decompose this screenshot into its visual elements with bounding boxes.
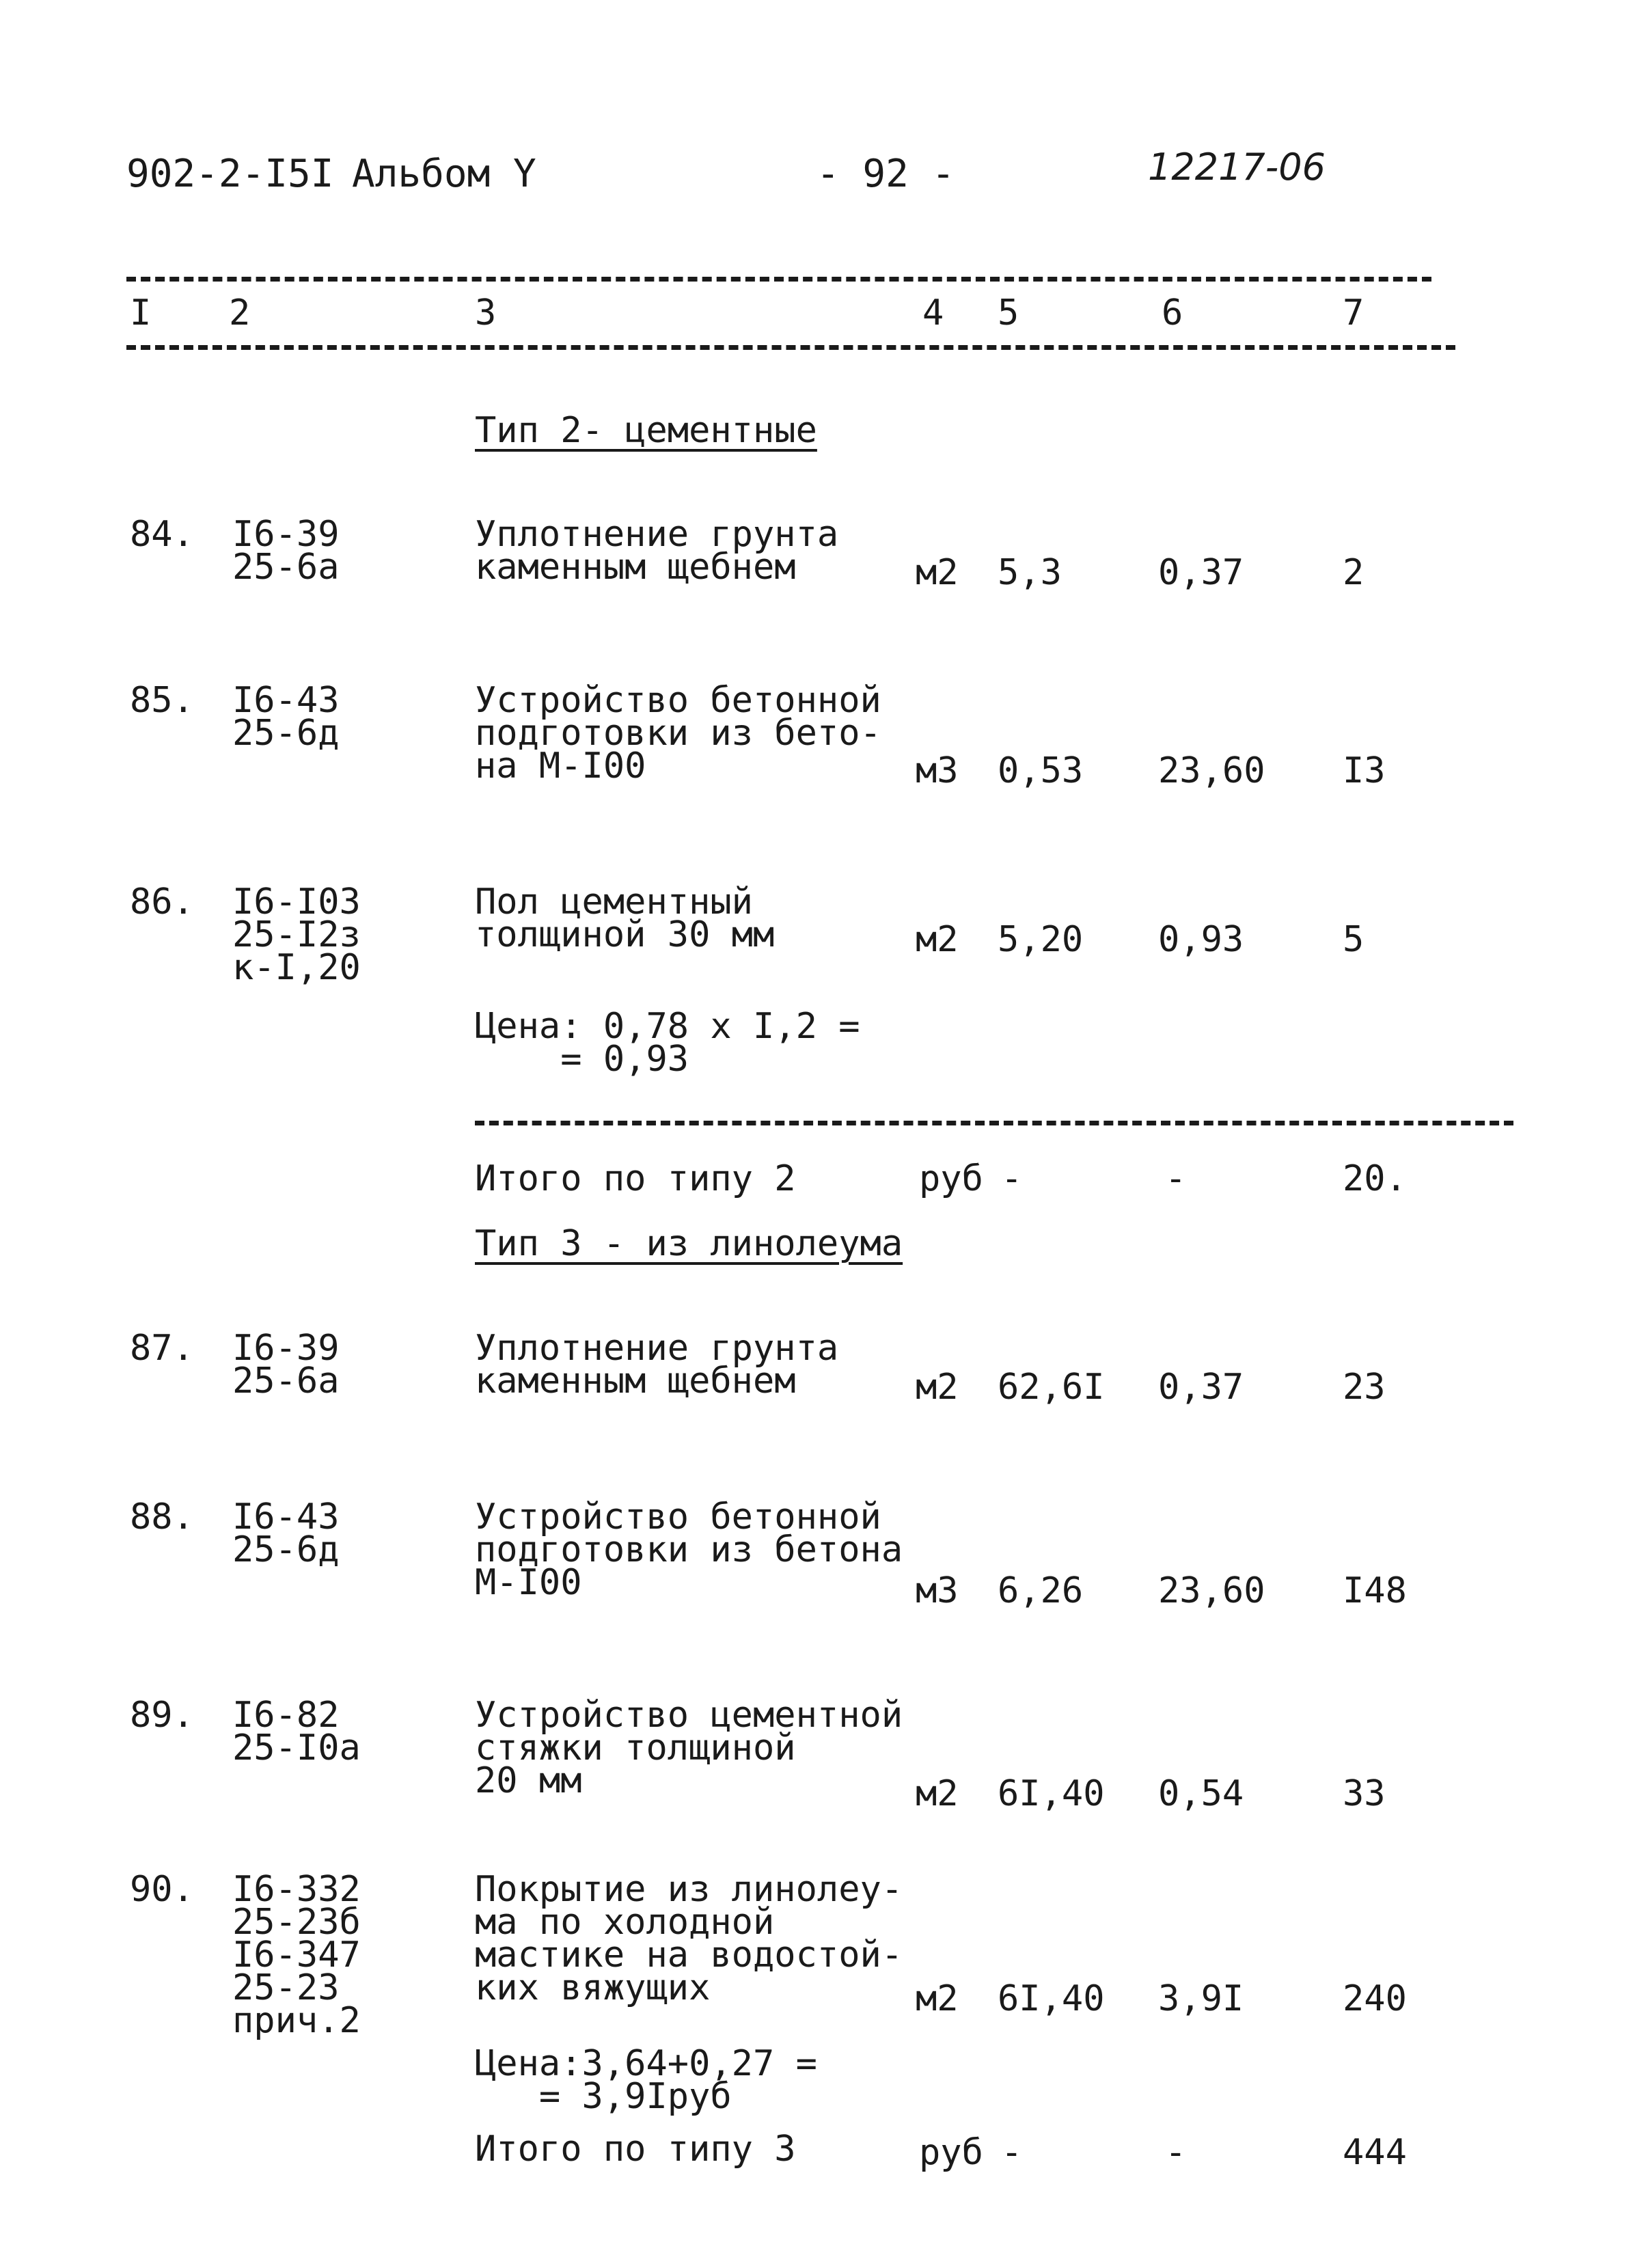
row-quantity: 6,26 bbox=[998, 1570, 1084, 1611]
row-quantity: 6I,40 bbox=[998, 1978, 1105, 2019]
row-code: 25-6д bbox=[232, 713, 340, 754]
column-header-5: 5 bbox=[998, 292, 1019, 333]
row-total: 23 bbox=[1343, 1367, 1386, 1408]
document-code: 902-2-I5I bbox=[126, 152, 334, 196]
row-description: мастике на водостой- bbox=[475, 1935, 903, 1976]
column-header-1: I bbox=[130, 292, 152, 333]
row-code: 25-23 bbox=[232, 1967, 340, 2008]
column-header-3: 3 bbox=[475, 292, 497, 333]
column-header-2: 2 bbox=[229, 292, 251, 333]
row-code: к-I,20 bbox=[232, 947, 361, 988]
subtotal-unit: руб bbox=[919, 1158, 983, 1199]
subtotal-label: Итого по типу 3 bbox=[475, 2129, 796, 2170]
row-unit-price: 0,37 bbox=[1158, 1367, 1244, 1408]
column-header-4: 4 bbox=[922, 292, 944, 333]
row-description: каменным щебнем bbox=[475, 547, 796, 588]
row-code: I6-I03 bbox=[232, 882, 361, 923]
section-heading-type2: Тип 2- цементные bbox=[475, 410, 817, 451]
album-label: Альбом Y bbox=[352, 152, 536, 196]
row-code: I6-39 bbox=[232, 514, 340, 555]
subtotal-price: - bbox=[1165, 2132, 1187, 2173]
row-number: 84. bbox=[130, 514, 194, 555]
row-code: 25-I0а bbox=[232, 1727, 361, 1768]
row-description: 20 мм bbox=[475, 1760, 582, 1801]
row-description: каменным щебнем bbox=[475, 1361, 796, 1402]
row-code: I6-39 bbox=[232, 1328, 340, 1369]
row-total: I48 bbox=[1343, 1570, 1407, 1611]
subtotal-total: 20. bbox=[1343, 1158, 1407, 1199]
row-code: 25-6д bbox=[232, 1529, 340, 1570]
row-code: 25-23б bbox=[232, 1902, 361, 1943]
subtotal-quantity: - bbox=[1001, 1158, 1023, 1199]
row-unit: м2 bbox=[916, 552, 959, 593]
row-description: стяжки толщиной bbox=[475, 1727, 796, 1768]
row-description: ких вяжущих bbox=[475, 1967, 711, 2008]
row-code: I6-347 bbox=[232, 1935, 361, 1976]
row-description: М-I00 bbox=[475, 1562, 582, 1603]
row-number: 88. bbox=[130, 1497, 194, 1538]
subtotal-total: 444 bbox=[1343, 2132, 1407, 2173]
row-quantity: 62,6I bbox=[998, 1367, 1105, 1408]
row-unit: м2 bbox=[916, 919, 959, 960]
row-description: на М-I00 bbox=[475, 746, 646, 787]
row-description: Устройство бетонной bbox=[475, 680, 881, 721]
row-description: Устройство бетонной bbox=[475, 1497, 881, 1538]
section-heading-type3: Тип 3 - из линолеума bbox=[475, 1223, 903, 1264]
subtotal-rule bbox=[475, 1121, 1513, 1125]
price-calculation-note: = 3,9Iруб bbox=[475, 2076, 732, 2117]
row-total: 240 bbox=[1343, 1978, 1407, 2019]
row-number: 87. bbox=[130, 1328, 194, 1369]
row-code: прич.2 bbox=[232, 2000, 361, 2041]
subtotal-unit: руб bbox=[919, 2132, 983, 2173]
row-unit: м2 bbox=[916, 1367, 959, 1408]
row-unit-price: 3,9I bbox=[1158, 1978, 1244, 2019]
column-header-7: 7 bbox=[1343, 292, 1364, 333]
page-number: - 92 - bbox=[817, 152, 955, 196]
row-total: 33 bbox=[1343, 1773, 1386, 1814]
row-code: 25-6а bbox=[232, 547, 340, 588]
header-top-rule bbox=[126, 277, 1431, 282]
row-unit-price: 23,60 bbox=[1158, 1570, 1265, 1611]
row-unit-price: 0,93 bbox=[1158, 919, 1244, 960]
row-quantity: 0,53 bbox=[998, 750, 1084, 791]
subtotal-quantity: - bbox=[1001, 2132, 1023, 2173]
row-quantity: 5,20 bbox=[998, 919, 1084, 960]
row-code: 25-I2з bbox=[232, 914, 361, 955]
row-code: 25-6а bbox=[232, 1361, 340, 1402]
subtotal-price: - bbox=[1165, 1158, 1187, 1199]
price-calculation-note: Цена: 0,78 х I,2 = bbox=[475, 1006, 860, 1047]
row-code: I6-332 bbox=[232, 1869, 361, 1910]
row-code: I6-43 bbox=[232, 680, 340, 721]
row-total: I3 bbox=[1343, 750, 1386, 791]
row-description: Пол цементный bbox=[475, 882, 753, 923]
row-unit-price: 0,37 bbox=[1158, 552, 1244, 593]
row-total: 2 bbox=[1343, 552, 1364, 593]
header-bottom-rule bbox=[126, 345, 1455, 350]
row-unit: м2 bbox=[916, 1773, 959, 1814]
row-unit-price: 0,54 bbox=[1158, 1773, 1244, 1814]
price-calculation-note: Цена:3,64+0,27 = bbox=[475, 2043, 817, 2084]
row-description: Устройство цементной bbox=[475, 1695, 903, 1736]
row-number: 90. bbox=[130, 1869, 194, 1910]
row-total: 5 bbox=[1343, 919, 1364, 960]
row-code: I6-82 bbox=[232, 1695, 340, 1736]
row-description: Уплотнение грунта bbox=[475, 514, 839, 555]
row-number: 89. bbox=[130, 1695, 194, 1736]
row-quantity: 5,3 bbox=[998, 552, 1062, 593]
row-description: толщиной 30 мм bbox=[475, 914, 775, 955]
row-unit: м3 bbox=[916, 750, 959, 791]
column-header-6: 6 bbox=[1162, 292, 1183, 333]
row-quantity: 6I,40 bbox=[998, 1773, 1105, 1814]
row-unit: м2 bbox=[916, 1978, 959, 2019]
row-description: Уплотнение грунта bbox=[475, 1328, 839, 1369]
price-calculation-note: = 0,93 bbox=[475, 1039, 689, 1080]
row-description: подготовки из бето- bbox=[475, 713, 881, 754]
row-unit-price: 23,60 bbox=[1158, 750, 1265, 791]
subtotal-label: Итого по типу 2 bbox=[475, 1158, 796, 1199]
row-code: I6-43 bbox=[232, 1497, 340, 1538]
handwritten-number: 12217-06 bbox=[1148, 146, 1326, 189]
row-number: 86. bbox=[130, 882, 194, 923]
row-number: 85. bbox=[130, 680, 194, 721]
row-unit: м3 bbox=[916, 1570, 959, 1611]
row-description: ма по холодной bbox=[475, 1902, 775, 1943]
row-description: подготовки из бетона bbox=[475, 1529, 903, 1570]
row-description: Покрытие из линолеу- bbox=[475, 1869, 903, 1910]
